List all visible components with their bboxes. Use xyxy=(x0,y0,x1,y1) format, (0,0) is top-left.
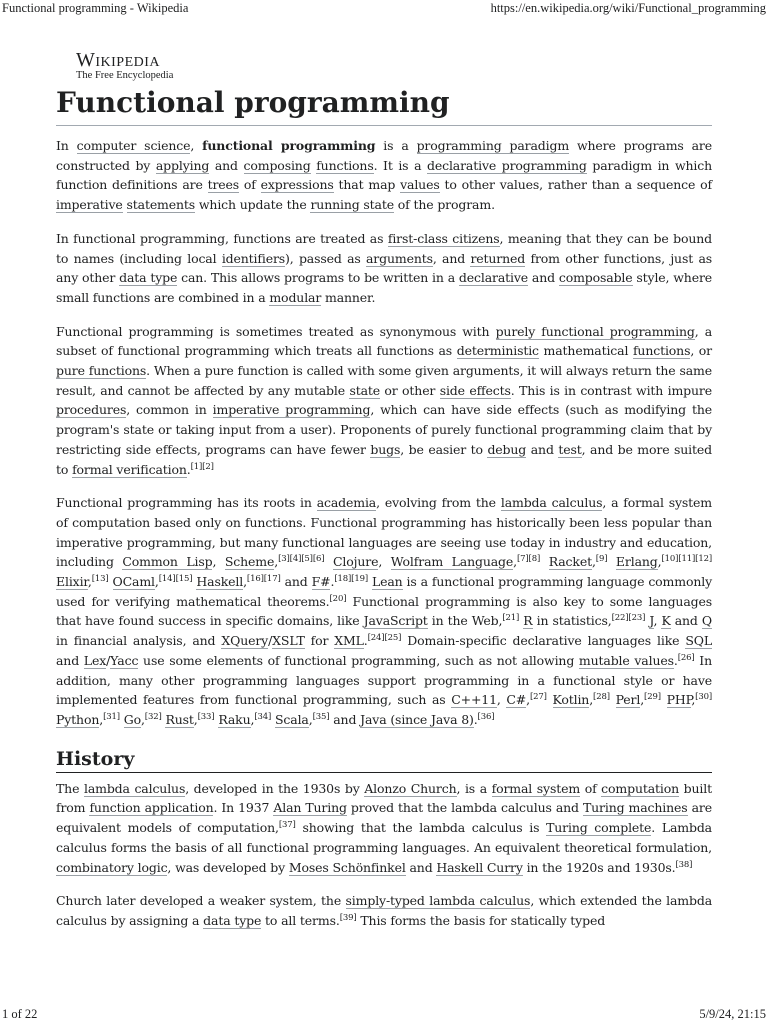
wiki-link[interactable]: R xyxy=(523,613,533,629)
text-run: , xyxy=(87,574,92,590)
citation-ref[interactable]: [14][15] xyxy=(158,573,193,584)
history-paragraph xyxy=(56,779,712,878)
wiki-link[interactable]: Alonzo Church xyxy=(364,780,457,796)
wiki-link[interactable]: Wolfram Language xyxy=(390,554,514,570)
text-run: , and xyxy=(432,250,471,266)
text-run: for xyxy=(304,633,335,649)
text-run xyxy=(610,692,616,707)
text-run: , xyxy=(640,692,645,708)
wiki-link[interactable]: computation xyxy=(601,780,680,796)
text-run: of xyxy=(239,177,261,193)
wiki-link[interactable]: bugs xyxy=(370,441,401,457)
text-run: to all terms. xyxy=(261,912,340,928)
text-run: In xyxy=(56,138,77,153)
text-run: in the Web, xyxy=(427,613,503,629)
wiki-link[interactable]: imperative xyxy=(56,197,123,213)
text-run: showing that the lambda calculus is xyxy=(295,820,547,836)
citation-ref[interactable]: [16][17] xyxy=(246,573,281,584)
wiki-link[interactable]: Scheme xyxy=(224,554,275,570)
wiki-link[interactable]: lambda calculus xyxy=(500,495,603,511)
citation-ref[interactable]: [13] xyxy=(91,573,109,584)
print-footer-timestamp: 5/9/24, 21:15 xyxy=(699,1007,766,1021)
citation-ref[interactable]: [9] xyxy=(595,554,608,565)
wiki-link[interactable]: composing xyxy=(243,157,311,173)
text-run: The xyxy=(56,780,84,796)
wiki-link[interactable]: Alan Turing xyxy=(273,800,347,816)
wiki-link[interactable]: values xyxy=(400,177,440,193)
text-run: , xyxy=(308,711,313,727)
wiki-link[interactable]: Erlang xyxy=(615,554,658,570)
wiki-link[interactable]: PHP xyxy=(666,692,692,708)
text-run: of xyxy=(580,780,602,796)
text-run: , and be more suited to xyxy=(56,441,712,477)
text-run: ), passed as xyxy=(285,250,366,266)
wiki-link[interactable]: Scala xyxy=(275,711,309,727)
article-paragraph xyxy=(56,322,712,480)
text-run: , was developed by xyxy=(167,859,289,875)
wiki-link[interactable]: XSLT xyxy=(272,633,305,649)
history-paragraph xyxy=(56,891,712,930)
wiki-link[interactable]: Haskell Curry xyxy=(436,859,523,875)
text-run: Church later developed a weaker system, the xyxy=(56,893,346,909)
print-footer-page-count: 1 of 22 xyxy=(2,1007,38,1021)
citation-ref[interactable]: [35] xyxy=(312,711,330,722)
text-run: , xyxy=(140,711,145,727)
text-run: , xyxy=(591,554,596,570)
text-run: style, where small functions are combined in a xyxy=(56,270,713,305)
text-run xyxy=(540,554,549,569)
text-run: in the 1920s and 1930s. xyxy=(522,859,676,875)
text-run: . xyxy=(330,574,335,590)
text-run xyxy=(123,197,127,212)
wikipedia-logo[interactable] xyxy=(76,50,173,82)
text-run: in financial analysis, and xyxy=(56,633,222,649)
text-run: which update the xyxy=(195,197,311,213)
wiki-link[interactable]: C# xyxy=(506,692,527,708)
text-run: , xyxy=(378,554,391,570)
wiki-link[interactable]: Lex xyxy=(83,652,107,668)
bold-term: functional programming xyxy=(202,138,376,153)
text-run: / xyxy=(268,633,273,649)
text-run: In functional programming, functions are treated as xyxy=(56,230,388,246)
text-run: Domain-specific declarative languages like xyxy=(401,633,686,649)
text-run: built from xyxy=(56,780,712,816)
text-run: proved that the lambda calculus and xyxy=(346,800,583,816)
text-run: , developed in the 1930s by xyxy=(185,780,365,796)
citation-ref[interactable]: [34] xyxy=(254,711,272,722)
text-run: can. This allows programs to be written in a xyxy=(177,270,459,286)
text-run: and xyxy=(670,613,702,629)
wiki-link[interactable]: state xyxy=(349,382,380,398)
text-run: and xyxy=(280,574,312,590)
text-run: , evolving from the xyxy=(376,495,501,511)
text-run: . xyxy=(673,652,678,668)
wiki-link[interactable]: composable xyxy=(558,270,633,286)
text-run: . xyxy=(363,633,368,649)
citation-ref[interactable]: [18][19] xyxy=(334,573,369,584)
text-run: is a functional programming language commonly used for verifying mathematical theorems. xyxy=(56,574,712,609)
wiki-link[interactable]: procedures xyxy=(56,402,127,418)
citation-ref[interactable]: [22][23] xyxy=(611,613,646,624)
logo-wordmark-text: Wikipedia xyxy=(76,49,161,71)
text-run: . xyxy=(473,711,478,727)
text-run: or other xyxy=(380,382,440,398)
wiki-link[interactable]: functions xyxy=(316,157,374,173)
text-run: , xyxy=(691,692,696,708)
print-header-title: Functional programming - Wikipedia xyxy=(2,1,189,15)
text-run: , is a xyxy=(456,780,492,796)
text-run: , xyxy=(212,554,225,570)
citation-ref[interactable]: [36] xyxy=(477,711,495,722)
text-run: , xyxy=(243,574,247,590)
wiki-link[interactable]: Turing complete xyxy=(546,820,652,836)
text-run: , be easier to xyxy=(400,441,488,457)
citation-ref[interactable]: [37] xyxy=(278,819,296,830)
text-run xyxy=(547,692,553,707)
text-run: . This is in contrast with impure xyxy=(510,382,712,398)
logo-tagline: The Free Encyclopedia xyxy=(76,70,174,81)
text-run: , xyxy=(154,574,159,590)
citation-ref[interactable]: [21] xyxy=(502,613,520,624)
text-run: , xyxy=(496,692,507,708)
text-run: This forms the basis for statically typed xyxy=(356,912,606,928)
wiki-link[interactable]: declarative xyxy=(458,270,528,286)
wiki-link[interactable]: Java (since Java 8) xyxy=(360,711,474,727)
print-header-url: https://en.wikipedia.org/wiki/Functional_programming xyxy=(490,1,766,15)
wiki-link[interactable]: simply-typed lambda calculus xyxy=(345,893,531,909)
citation-ref[interactable]: [7][8] xyxy=(516,554,541,565)
wiki-link[interactable]: identifiers xyxy=(221,250,286,266)
wiki-link[interactable]: Haskell xyxy=(196,574,244,590)
article-paragraph xyxy=(56,493,712,729)
wiki-link[interactable]: Clojure xyxy=(332,554,379,570)
article-content xyxy=(56,84,712,945)
wiki-link[interactable]: Moses Schönfinkel xyxy=(288,859,406,875)
text-run: in statistics, xyxy=(532,613,612,629)
text-run xyxy=(607,554,616,569)
citation-ref[interactable]: [30] xyxy=(695,692,713,703)
text-run: Functional programming has its roots in xyxy=(56,495,317,511)
text-run: and xyxy=(56,652,84,668)
text-run: , xyxy=(190,138,203,153)
wiki-link[interactable]: Turing machines xyxy=(582,800,688,816)
text-run: Functional programming is also key to some languages that have found success in specific domains, like xyxy=(56,593,712,629)
citation-ref[interactable]: [31] xyxy=(103,711,120,722)
wiki-link[interactable]: Lean xyxy=(371,574,403,590)
text-run: and xyxy=(526,441,559,457)
wiki-link[interactable]: arguments xyxy=(366,250,433,266)
wiki-link[interactable]: lambda calculus xyxy=(83,780,186,796)
text-run: / xyxy=(106,652,111,668)
wiki-link[interactable]: mutable values xyxy=(578,652,674,668)
text-run: , common in xyxy=(126,402,213,418)
text-run: are equivalent models of computation, xyxy=(56,800,712,836)
wiki-link[interactable]: imperative programming xyxy=(212,402,371,418)
citation-ref[interactable]: [1][2] xyxy=(190,461,214,472)
wiki-link[interactable]: modular xyxy=(269,289,322,305)
wiki-link[interactable]: returned xyxy=(470,250,526,266)
wiki-link[interactable]: J xyxy=(649,613,654,629)
wiki-link[interactable]: Common Lisp xyxy=(122,554,213,570)
citation-ref[interactable]: [27] xyxy=(529,692,547,703)
text-run: In addition, many other programming languages support programming in a functional style or have implemented features from functional programming, such as xyxy=(56,652,712,708)
text-run: , meaning that they can be bound to names (including local xyxy=(56,230,713,266)
text-run: , a subset of functional programming which treats all functions as xyxy=(56,323,712,359)
text-run: and xyxy=(528,270,559,286)
text-run: Functional programming is sometimes treated as synonymous with xyxy=(56,323,496,339)
text-run: . xyxy=(186,461,191,477)
text-run: , xyxy=(589,692,594,708)
section-heading-history: History xyxy=(56,744,712,773)
text-run: mathematical xyxy=(538,343,633,359)
logo-wordmark xyxy=(76,50,173,70)
page-title: Functional programming xyxy=(56,84,712,126)
citation-ref[interactable]: [33] xyxy=(197,711,215,722)
wiki-link[interactable]: test xyxy=(558,441,582,457)
text-run xyxy=(109,574,113,589)
wiki-link[interactable]: XML xyxy=(334,633,364,649)
text-run: and xyxy=(329,711,361,727)
wiki-link[interactable]: formal system xyxy=(491,780,581,796)
wiki-link[interactable]: SQL xyxy=(685,633,713,649)
citation-ref[interactable]: [29] xyxy=(644,692,661,703)
wiki-link[interactable]: programming paradigm xyxy=(416,138,570,153)
wiki-link[interactable]: first-class citizens xyxy=(387,230,500,246)
wiki-link[interactable]: C++11 xyxy=(451,692,497,708)
text-run: is a xyxy=(375,138,417,153)
wiki-link[interactable]: Yacc xyxy=(110,652,139,668)
wiki-link[interactable]: F# xyxy=(311,574,331,590)
text-run: where programs are constructed by xyxy=(56,138,712,173)
text-run: that map xyxy=(333,177,401,193)
text-run: and xyxy=(405,859,437,875)
text-run xyxy=(324,554,333,569)
citation-ref[interactable]: [3][4][5][6] xyxy=(278,554,325,565)
wiki-link[interactable]: Perl xyxy=(615,692,641,708)
text-run: . Lambda calculus forms the basis of all functional programming languages. An equivalent theoretical formulation, xyxy=(56,820,712,855)
citation-ref[interactable]: [10][11][12] xyxy=(661,554,712,565)
wiki-link[interactable]: computer science xyxy=(76,138,191,153)
wiki-link[interactable]: purely functional programming xyxy=(495,323,695,339)
wiki-link[interactable]: combinatory logic xyxy=(56,859,168,875)
wiki-link[interactable]: XQuery xyxy=(221,633,269,649)
wiki-link[interactable]: deterministic xyxy=(456,343,539,359)
wiki-link[interactable]: K xyxy=(661,613,671,629)
text-run: to other values, rather than a sequence of xyxy=(439,177,713,193)
text-run: use some elements of functional programming, such as not allowing xyxy=(138,652,579,668)
wiki-link[interactable]: formal verification xyxy=(72,461,187,477)
text-run: . When a pure function is called with some given arguments, it will always return the same result, and cannot be affected by any mutable xyxy=(56,363,712,398)
wiki-link[interactable]: Elixir xyxy=(56,574,88,590)
wiki-link[interactable]: debug xyxy=(487,441,527,457)
wiki-link[interactable]: Racket xyxy=(548,554,592,570)
text-run: , xyxy=(657,554,662,570)
text-run: . In 1937 xyxy=(213,800,274,816)
text-run: , a formal system of computation based only on functions. Functional programming has historically been less popular than imperative programming, but many functional languages are seeing use today in industry and education, including xyxy=(56,495,712,570)
wiki-link[interactable]: data type xyxy=(119,270,178,286)
wiki-link[interactable]: Python xyxy=(56,711,100,727)
text-run: of the program. xyxy=(393,197,495,213)
text-run: , xyxy=(274,554,279,570)
text-run: , xyxy=(99,711,104,727)
text-run xyxy=(661,692,667,707)
wiki-link[interactable]: Q xyxy=(701,613,712,629)
citation-ref[interactable]: [32] xyxy=(144,711,162,722)
wiki-link[interactable]: Raku xyxy=(218,711,251,727)
text-run: paradigm in which function definitions are xyxy=(56,157,712,193)
text-run: , xyxy=(653,613,662,629)
text-run: . It is a xyxy=(373,157,427,173)
wiki-link[interactable]: function application xyxy=(89,800,214,816)
wiki-link[interactable]: functions xyxy=(632,343,691,359)
citation-ref[interactable]: [39] xyxy=(339,912,357,923)
wiki-link[interactable]: expressions xyxy=(260,177,334,193)
wiki-link[interactable]: applying xyxy=(155,157,210,173)
wiki-link[interactable]: data type xyxy=(203,912,262,928)
wiki-link[interactable]: Rust xyxy=(165,711,194,727)
citation-ref[interactable]: [24][25] xyxy=(367,633,402,644)
wiki-link[interactable]: statements xyxy=(126,197,196,213)
text-run: and xyxy=(209,157,244,173)
wiki-link[interactable]: side effects xyxy=(439,382,511,398)
wiki-link[interactable]: Kotlin xyxy=(552,692,590,708)
text-run: , or xyxy=(690,343,712,359)
citation-ref[interactable]: [28] xyxy=(593,692,610,703)
text-run: , xyxy=(513,554,517,570)
wiki-link[interactable]: JavaScript xyxy=(363,613,428,629)
text-run: manner. xyxy=(321,289,376,305)
text-run: , xyxy=(193,711,198,727)
text-run: , which can have side effects (such as modifying the program's state or taking input from a user). Proponents of purely functional programming claim that by restricting side effects, programs can have fewer xyxy=(56,402,712,457)
citation-ref[interactable]: [20] xyxy=(329,593,347,604)
text-run: , xyxy=(250,711,255,727)
citation-ref[interactable]: [38] xyxy=(675,859,693,870)
wiki-link[interactable]: running state xyxy=(310,197,394,213)
wiki-link[interactable]: Go xyxy=(123,711,141,727)
wiki-link[interactable]: declarative programming xyxy=(427,157,587,173)
citation-ref[interactable]: [26] xyxy=(677,652,695,663)
text-run: from other functions, just as any other xyxy=(56,250,713,286)
wiki-link[interactable]: academia xyxy=(316,495,377,511)
article-paragraph xyxy=(56,136,712,215)
text-run: , which extended the lambda calculus by assigning a xyxy=(56,893,713,928)
wiki-link[interactable]: pure functions xyxy=(56,363,147,379)
article-paragraph xyxy=(56,229,712,308)
wiki-link[interactable]: trees xyxy=(207,177,240,193)
wiki-link[interactable]: OCaml xyxy=(112,574,155,590)
text-run: , xyxy=(526,692,530,708)
